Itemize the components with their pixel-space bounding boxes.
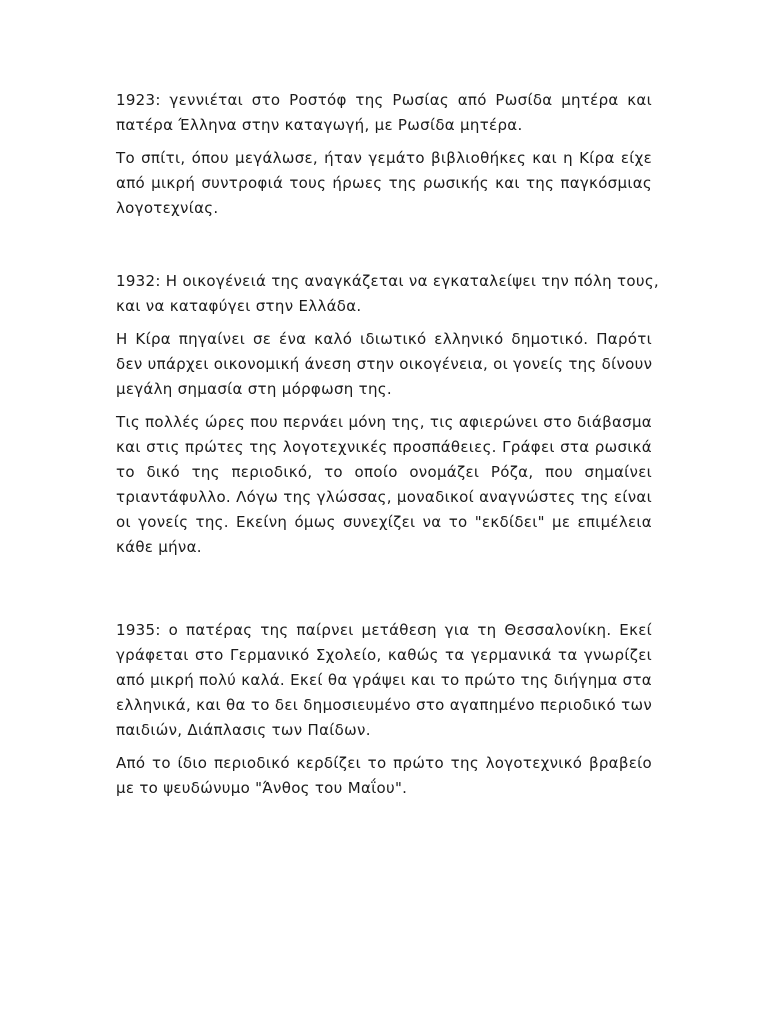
paragraph [116, 327, 652, 402]
text-line: και να καταφύγει στην Ελλάδα. [116, 297, 362, 315]
text-line: τριαντάφυλλο. Λόγω της γλώσσας, μοναδικοί αναγνώστες της είναι [116, 488, 652, 506]
paragraph [116, 269, 659, 319]
paragraph [116, 751, 652, 801]
section-1935 [116, 618, 652, 801]
text-line: 1932: Η οικογένειά της αναγκάζεται να εγκαταλείψει την πόλη τους, [116, 272, 659, 290]
text-line: Από το ίδιο περιοδικό κερδίζει το πρώτο της λογοτεχνικό βραβείο [116, 754, 652, 772]
paragraph [116, 618, 652, 743]
text-line: Η Κίρα πηγαίνει σε ένα καλό ιδιωτικό ελληνικό δημοτικό. Παρότι [116, 330, 652, 348]
section-1932 [116, 269, 659, 560]
text-line: γράφεται στο Γερμανικό Σχολείο, καθώς τα γερμανικά τα γνωρίζει [116, 646, 652, 664]
text-line: από μικρή συντροφιά τους ήρωες της ρωσικής και της παγκόσμιας [116, 174, 652, 192]
text-line: 1923: γεννιέται στο Ροστόφ της Ρωσίας από Ρωσίδα μητέρα και [116, 91, 652, 109]
text-line: λογοτεχνίας. [116, 199, 219, 217]
paragraph [116, 146, 652, 221]
section-1923 [116, 88, 652, 221]
text-line: το δικό της περιοδικό, το οποίο ονομάζει Ρόζα, που σημαίνει [116, 463, 652, 481]
text-line: 1935: ο πατέρας της παίρνει μετάθεση για τη Θεσσαλονίκη. Εκεί [116, 621, 652, 639]
text-line: δεν υπάρχει οικονομική άνεση στην οικογένεια, οι γονείς της δίνουν [116, 355, 653, 373]
paragraph [116, 88, 652, 138]
text-line: και στις πρώτες της λογοτεχνικές προσπάθειες. Γράφει στα ρωσικά [116, 438, 652, 456]
text-line: Το σπίτι, όπου μεγάλωσε, ήταν γεμάτο βιβλιοθήκες και η Κίρα είχε [116, 149, 652, 167]
paragraph [116, 410, 652, 560]
text-line: Τις πολλές ώρες που περνάει μόνη της, τις αφιερώνει στο διάβασμα [116, 413, 652, 431]
text-line: ελληνικά, και θα το δει δημοσιευμένο στο αγαπημένο περιοδικό των [116, 696, 652, 714]
text-line: με το ψευδώνυμο "Άνθος του Μαΐου". [116, 779, 408, 797]
text-line: οι γονείς της. Εκείνη όμως συνεχίζει να το "εκδίδει" με επιμέλεια [116, 513, 652, 531]
text-line: πατέρα Έλληνα στην καταγωγή, με Ρωσίδα μητέρα. [116, 116, 523, 134]
text-line: από μικρή πολύ καλά. Εκεί θα γράψει και το πρώτο της διήγημα στα [116, 671, 652, 689]
text-line: κάθε μήνα. [116, 538, 202, 556]
text-line: μεγάλη σημασία στη μόρφωση της. [116, 380, 392, 398]
text-line: παιδιών, Διάπλασις των Παίδων. [116, 721, 371, 739]
